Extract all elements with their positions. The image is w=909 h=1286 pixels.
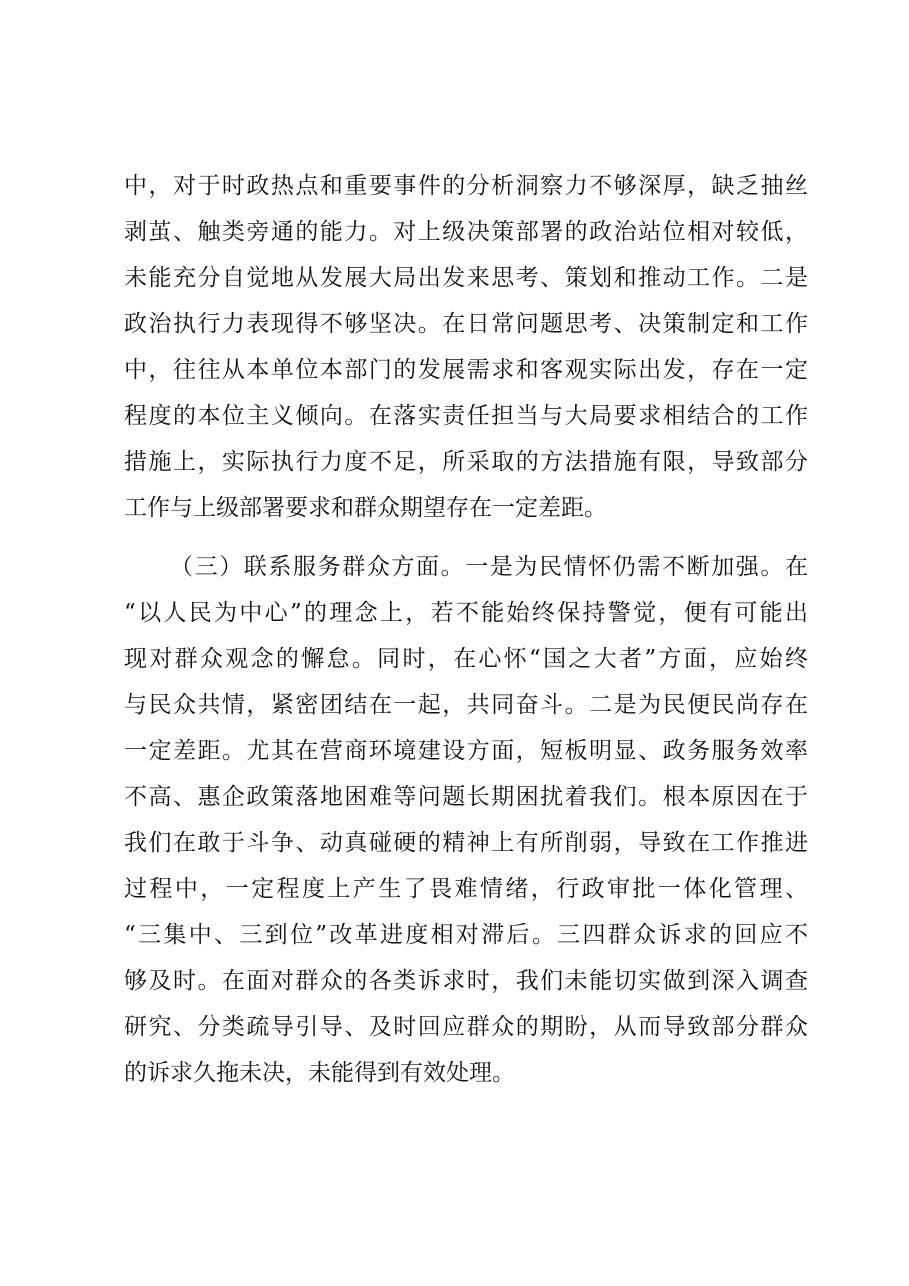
text-line: 一定差距。尤其在营商环境建设方面，短板明显、政务服务效率 [124,738,808,764]
text-line: “三集中、三到位”改革进度相对滞后。三四群众诉求的回应不 [124,922,808,948]
text-line: 现对群众观念的懈怠。同时，在心怀“国之大者”方面，应始终 [124,646,808,672]
text-line: 过程中，一定程度上产生了畏难情绪，行政审批一体化管理、 [124,876,808,902]
paragraph-serving-masses [124,544,808,1096]
text-line: 够及时。在面对群众的各类诉求时，我们未能切实做到深入调查 [124,968,808,994]
text-line: 中，对于时政热点和重要事件的分析洞察力不够深厚，缺乏抽丝 [124,173,808,199]
text-line: 中，往往从本单位本部门的发展需求和客观实际出发，存在一定 [124,357,808,383]
text-line: 研究、分类疏导引导、及时回应群众的期盼，从而导致部分群众 [124,1014,808,1040]
paragraph-political-execution [124,163,808,531]
text-line: 剥茧、触类旁通的能力。对上级决策部署的政治站位相对较低， [124,219,808,245]
text-line: 不高、惠企政策落地困难等问题长期困扰着我们。根本原因在于 [124,784,808,810]
text-line: 政治执行力表现得不够坚决。在日常问题思考、决策制定和工作 [124,311,808,337]
text-line: 程度的本位主义倾向。在落实责任担当与大局要求相结合的工作 [124,403,808,429]
text-line: 措施上，实际执行力度不足，所采取的方法措施有限，导致部分 [124,449,808,475]
text-line: （三）联系服务群众方面。一是为民情怀仍需不断加强。在 [170,554,808,580]
text-line: 工作与上级部署要求和群众期望存在一定差距。 [124,495,607,521]
text-line: 与民众共情，紧密团结在一起，共同奋斗。二是为民便民尚存在 [124,692,808,718]
text-line: “以人民为中心”的理念上，若不能始终保持警觉，便有可能出 [124,600,808,626]
text-line: 我们在敢于斗争、动真碰硬的精神上有所削弱，导致在工作推进 [124,830,808,856]
text-line: 的诉求久拖未决，未能得到有效处理。 [124,1060,515,1086]
text-line: 未能充分自觉地从发展大局出发来思考、策划和推动工作。二是 [124,265,808,291]
